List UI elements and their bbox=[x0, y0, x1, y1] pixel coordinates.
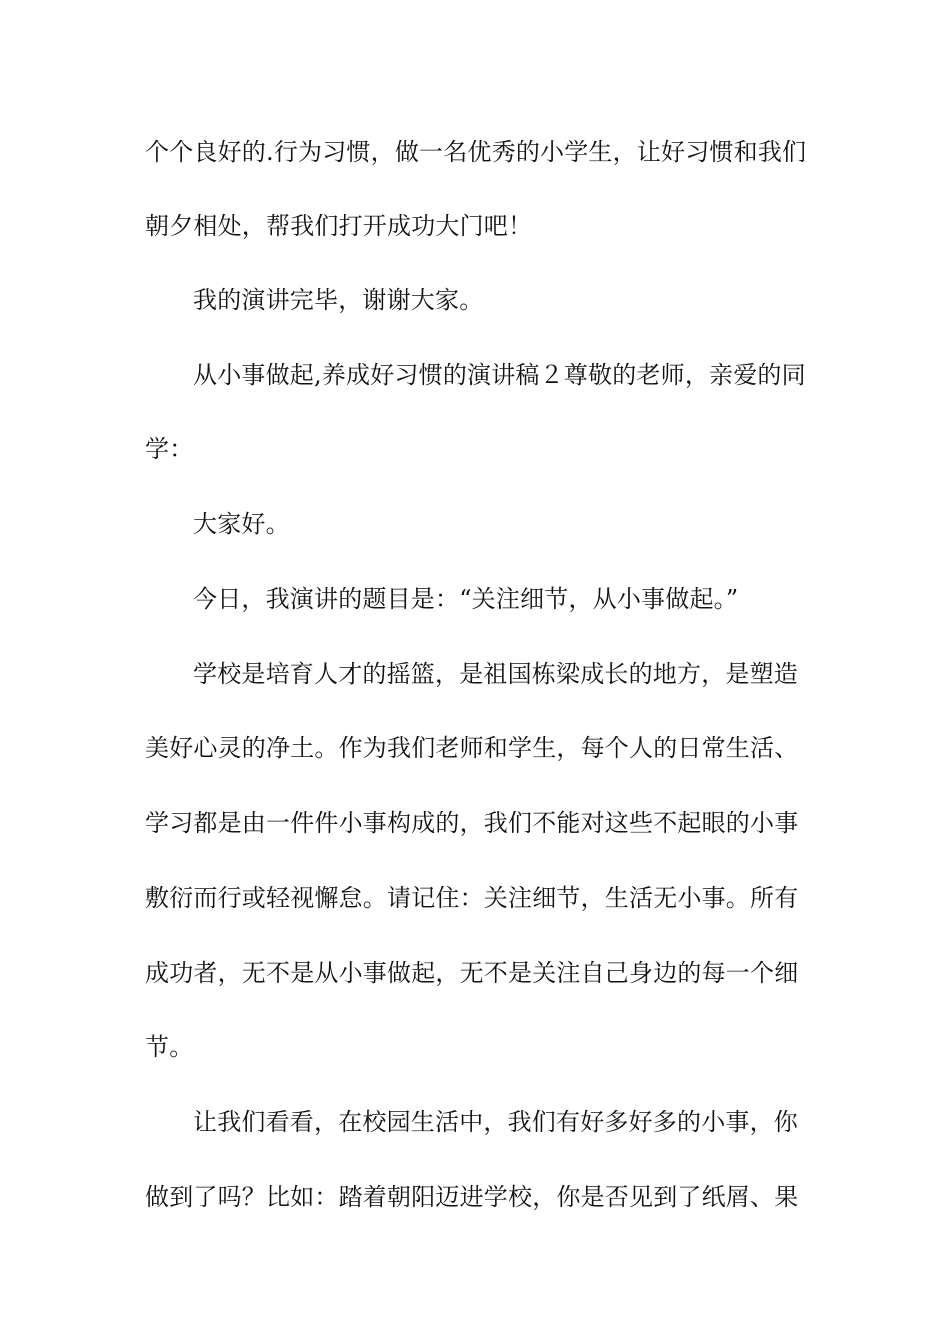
text-line: 节。 bbox=[145, 1033, 194, 1061]
text-line: 学： bbox=[145, 435, 194, 463]
paragraph-line: 今日，我演讲的题目是：“关注细节，从小事做起。” bbox=[193, 585, 739, 613]
paragraph-line: 大家好。 bbox=[193, 510, 290, 538]
text-line: 学习都是由一件件小事构成的，我们不能对这些不起眼的小事 bbox=[145, 809, 799, 837]
text-line: 个个良好的.行为习惯，做一名优秀的小学生，让好习惯和我们 bbox=[145, 138, 807, 166]
text-line: 美好心灵的净土。作为我们老师和学生，每个人的日常生活、 bbox=[145, 734, 799, 762]
paragraph-line: 从小事做起,养成好习惯的演讲稿２尊敬的老师，亲爱的同 bbox=[193, 361, 806, 389]
text-line: 成功者，无不是从小事做起，无不是关注自己身边的每一个细 bbox=[145, 959, 799, 987]
text-line: 朝夕相处，帮我们打开成功大门吧！ bbox=[145, 212, 533, 240]
paragraph-line: 我的演讲完毕，谢谢大家。 bbox=[193, 286, 484, 314]
paragraph-line: 让我们看看，在校园生活中，我们有好多好多的小事，你 bbox=[193, 1108, 798, 1136]
text-line: 敷衍而行或轻视懈怠。请记住：关注细节，生活无小事。所有 bbox=[145, 884, 799, 912]
paragraph-line: 学校是培育人才的摇篮，是祖国栋梁成长的地方，是塑造 bbox=[193, 660, 798, 688]
text-line: 做到了吗？比如：踏着朝阳迈进学校，你是否见到了纸屑、果 bbox=[145, 1183, 799, 1211]
